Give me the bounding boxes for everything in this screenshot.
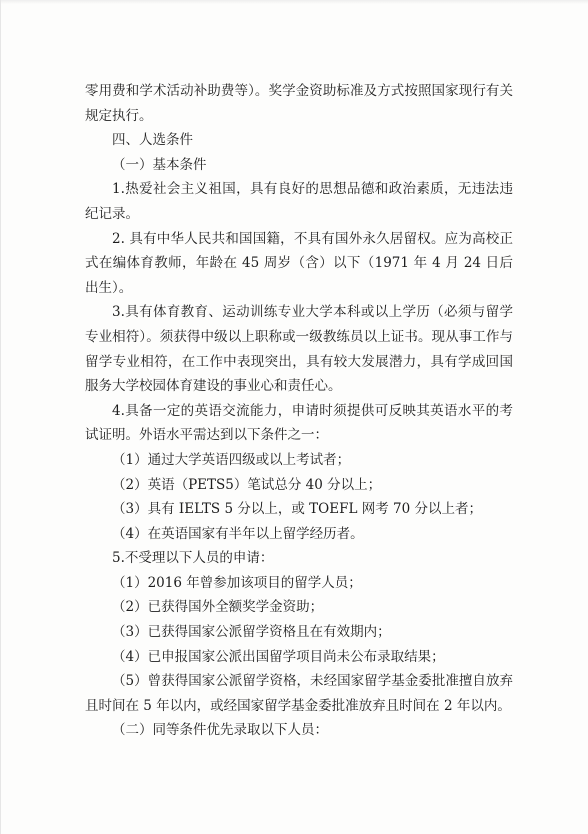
exclusion-5: （5）曾获得国家公派留学资格，未经国家留学基金委批准擅自放弃且时间在 5 年以内，或经国家留学基金委批准放弃且时间在 2 年以内。 bbox=[85, 673, 513, 714]
condition-1-patriotism: 1.热爱社会主义祖国，具有良好的思想品德和政治素质，无违法违纪记录。 bbox=[85, 181, 513, 222]
english-option-2: （2）英语（PETS5）笔试总分 40 分以上； bbox=[112, 476, 382, 493]
english-option-1: （1）通过大学英语四级或以上考试者； bbox=[112, 451, 351, 468]
document-body bbox=[85, 79, 513, 743]
condition-4-english: 4.具备一定的英语交流能力，申请时须提供可反映其英语水平的考试证明。外语水平需达到以下条件之一： bbox=[85, 402, 513, 444]
paragraph-scholarship-standard: 零用费和学术活动补助费等）。奖学金资助标准及方式按照国家现行有关规定执行。 bbox=[85, 83, 513, 124]
exclusion-1: （1）2016 年曾参加该项目的留学人员； bbox=[112, 574, 362, 591]
exclusion-4: （4）已申报国家公派出国留学项目尚未公布录取结果； bbox=[112, 648, 445, 665]
condition-5-exclusions: 5.不受理以下人员的申请： bbox=[112, 550, 274, 567]
exclusion-3: （3）已获得国家公派留学资格且在有效期内； bbox=[112, 624, 391, 641]
scan-edge bbox=[1, 0, 588, 4]
condition-2-nationality-age: 2. 具有中华人民共和国国籍，不具有国外永久居留权。应为高校正式在编体育教师，年龄在 45 周岁（含）以下（1971 年 4 月 24 日后出生）。 bbox=[85, 230, 513, 296]
english-option-4: （4）在英语国家有半年以上留学经历者。 bbox=[112, 525, 364, 542]
condition-3-education: 3.具有体育教育、运动训练专业大学本科或以上学历（必须与留学专业相符）。须获得中级以上职称或一级教练员以上证书。现从事工作与留学专业相符，在工作中表现突出，具有较大发展潜力，具有学成回国服务大学校园体育建设的事业心和责任心。 bbox=[85, 304, 513, 395]
subsection-heading-priority: （二）同等条件优先录取以下人员： bbox=[112, 722, 328, 739]
section-heading-selection-criteria: 四、人选条件 bbox=[112, 132, 193, 149]
exclusion-2: （2）已获得国外全额奖学金资助； bbox=[112, 599, 324, 616]
subsection-heading-basic-conditions: （一）基本条件 bbox=[112, 156, 207, 173]
english-option-3: （3）具有 IELTS 5 分以上，或 TOEFL 网考 70 分以上者； bbox=[112, 501, 482, 518]
